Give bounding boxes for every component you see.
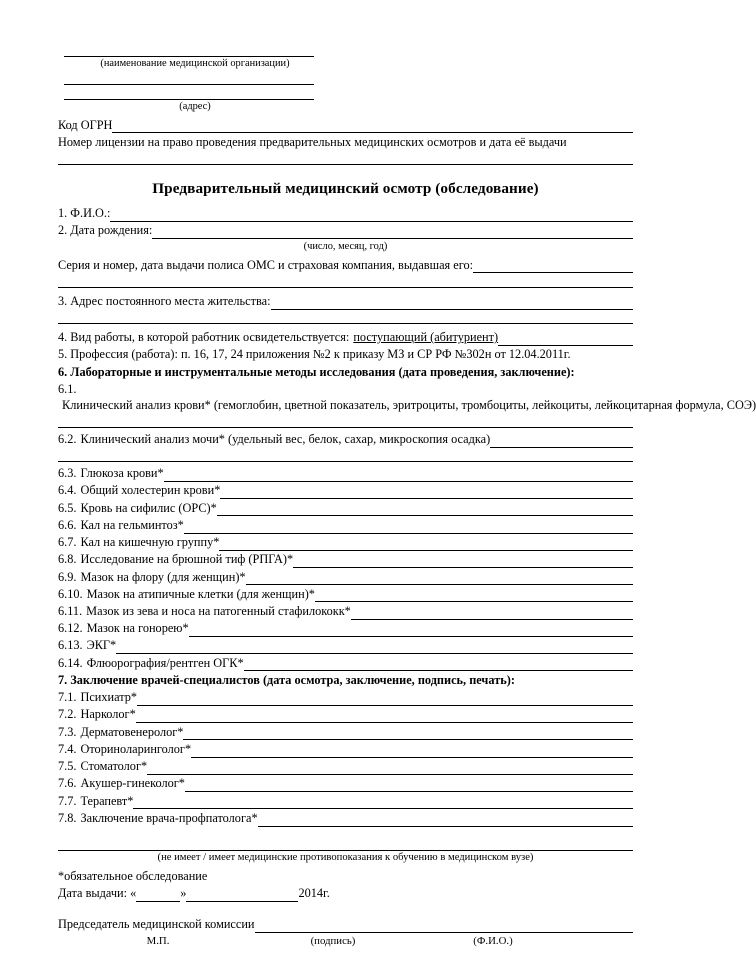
item-6-14-text: Флюорография/рентген ОГК* <box>86 655 244 670</box>
item-7-5-text: Стоматолог* <box>80 759 148 774</box>
stamp-label: М.П. <box>146 934 170 947</box>
item-7-3-input[interactable] <box>183 728 633 741</box>
ogrn-label: Код ОГРН <box>58 117 113 132</box>
item-6-6 <box>58 518 633 534</box>
item-6-8 <box>58 552 633 568</box>
item-6-12-input[interactable] <box>189 624 633 637</box>
item-6-8-label: 6.8. <box>58 552 77 567</box>
item-7-2-input[interactable] <box>136 710 633 723</box>
item-7-8-text: Заключение врача-профпатолога* <box>80 810 258 825</box>
birthdate-row <box>58 223 633 239</box>
item-7-2-label: 7.2. <box>58 707 77 722</box>
item-6-7-input[interactable] <box>219 538 633 551</box>
issue-date-quote-close: » <box>180 885 187 900</box>
item-6-4-label: 6.4. <box>58 483 77 498</box>
item-6-3 <box>58 466 633 482</box>
issue-date-month-input[interactable] <box>186 889 298 902</box>
item-7-1-text: Психиатр* <box>80 690 138 705</box>
item-6-11-input[interactable] <box>351 607 633 620</box>
item-6-6-text: Кал на гельминтоз* <box>80 517 184 532</box>
item-7-3-label: 7.3. <box>58 724 77 739</box>
item-6-11 <box>58 604 633 620</box>
item-6-4-input[interactable] <box>220 486 633 499</box>
fio-row <box>58 206 633 222</box>
item-7-4-text: Оториноларинголог* <box>80 741 192 756</box>
birthdate-caption: (число, месяц, год) <box>303 241 388 253</box>
conclusion-caption: (не имеет / имеет медицинские противопоказания к обучению в медицинском вузе) <box>157 852 534 864</box>
issue-date-day-input[interactable] <box>136 889 180 902</box>
signature-caption: (подпись) <box>310 934 356 947</box>
policy-input-continued[interactable] <box>58 275 633 288</box>
item-7-5-label: 7.5. <box>58 759 77 774</box>
ogrn-input[interactable] <box>112 121 633 134</box>
item-6-7 <box>58 535 633 551</box>
item-6-13-text: ЭКГ* <box>86 638 117 653</box>
item-7-8 <box>58 811 633 827</box>
item-6-13-label: 6.13. <box>58 638 83 653</box>
fio-input[interactable] <box>110 209 633 222</box>
item-6-1 <box>58 381 756 428</box>
item-7-7-label: 7.7. <box>58 793 77 808</box>
item-7-7-text: Терапевт* <box>80 793 134 808</box>
item-6-10-label: 6.10. <box>58 586 83 601</box>
item-7-2-text: Нарколог* <box>80 707 136 722</box>
address-caption: (адрес) <box>179 101 211 113</box>
fio-label: 1. Ф.И.О.: <box>58 205 111 220</box>
issue-date-label: Дата выдачи: « <box>58 885 137 900</box>
item-6-7-label: 6.7. <box>58 535 77 550</box>
item-7-5-input[interactable] <box>147 762 633 775</box>
item-6-10-text: Мазок на атипичные клетки (для женщин)* <box>86 586 315 601</box>
item-6-11-text: Мазок из зева и носа на патогенный стафилококк* <box>86 603 351 618</box>
work-type-value[interactable]: поступающий (абитуриент) <box>353 330 499 345</box>
item-6-2-text: Клинический анализ мочи* (удельный вес, белок, сахар, микроскопия осадка) <box>80 431 491 446</box>
chairman-label: Председатель медицинской комиссии <box>58 917 255 932</box>
item-6-9 <box>58 570 633 586</box>
item-7-4-label: 7.4. <box>58 741 77 756</box>
item-7-3 <box>58 725 633 741</box>
item-6-12-text: Мазок на гонорею* <box>86 621 189 636</box>
item-6-3-input[interactable] <box>164 469 633 482</box>
organization-caption: (наименование медицинской организации) <box>100 58 290 69</box>
item-6-3-text: Глюкоза крови* <box>80 466 164 481</box>
item-6-9-input[interactable] <box>246 573 633 586</box>
item-6-9-label: 6.9. <box>58 569 77 584</box>
organization-block <box>58 44 633 114</box>
item-6-14-label: 6.14. <box>58 655 83 670</box>
fio-caption: (Ф.И.О.) <box>473 934 513 947</box>
item-7-5 <box>58 759 633 775</box>
page-title: Предварительный медицинский осмотр (обследование) <box>152 179 539 197</box>
item-6-2-label: 6.2. <box>58 431 77 446</box>
license-row <box>58 135 633 165</box>
issue-date-row <box>58 886 633 902</box>
item-6-11-label: 6.11. <box>58 603 83 618</box>
license-label: Номер лицензии на право проведения предварительных медицинских осмотров и дата её выдачи <box>58 134 567 149</box>
policy-input[interactable] <box>473 261 633 274</box>
address-line-1[interactable] <box>64 72 314 85</box>
item-6-2-input-continued[interactable] <box>58 449 633 462</box>
profession-row <box>58 347 633 363</box>
residence-row <box>58 294 633 310</box>
item-6-13 <box>58 638 633 654</box>
license-input[interactable] <box>58 151 633 165</box>
item-6-5 <box>58 501 633 517</box>
item-7-4 <box>58 742 633 758</box>
item-6-6-input[interactable] <box>184 521 633 534</box>
item-7-8-label: 7.8. <box>58 810 77 825</box>
item-7-2 <box>58 707 633 723</box>
conclusion-input[interactable] <box>58 838 633 851</box>
item-6-7-text: Кал на кишечную группу* <box>80 535 220 550</box>
item-7-1-label: 7.1. <box>58 690 77 705</box>
signature-captions <box>58 935 633 949</box>
item-7-6-input[interactable] <box>185 779 633 792</box>
item-7-1 <box>58 690 633 706</box>
item-6-10 <box>58 587 633 603</box>
birthdate-input[interactable] <box>152 226 633 239</box>
item-6-13-input[interactable] <box>116 642 633 655</box>
item-6-1-label: 6.1. <box>58 381 77 396</box>
item-6-5-input[interactable] <box>217 504 633 517</box>
residence-input-continued[interactable] <box>58 311 633 324</box>
ogrn-row <box>58 118 633 134</box>
work-type-input[interactable] <box>498 333 633 346</box>
chairman-signature-input[interactable] <box>255 920 633 933</box>
item-7-4-input[interactable] <box>191 745 633 758</box>
item-7-1-input[interactable] <box>137 693 633 706</box>
item-6-4-text: Общий холестерин крови* <box>80 483 221 498</box>
section6-heading: 6. Лабораторные и инструментальные методы исследования (дата проведения, заключение): <box>58 364 575 379</box>
work-type-label: 4. Вид работы, в которой работник освидетельствуется: <box>58 330 350 345</box>
residence-label: 3. Адрес постоянного места жительства: <box>58 293 271 308</box>
item-6-1-input[interactable] <box>58 415 633 428</box>
item-6-10-input[interactable] <box>315 590 633 603</box>
item-6-8-text: Исследование на брюшной тиф (РПГА)* <box>80 552 294 567</box>
item-6-9-text: Мазок на флору (для женщин)* <box>80 569 246 584</box>
item-7-8-input[interactable] <box>258 814 633 827</box>
policy-label: Серия и номер, дата выдачи полиса ОМС и страховая компания, выдавшая его: <box>58 257 474 272</box>
work-type-row <box>58 330 633 346</box>
item-6-12 <box>58 621 633 637</box>
residence-input[interactable] <box>271 297 634 310</box>
item-6-5-text: Кровь на сифилис (ОРС)* <box>80 500 217 515</box>
mandatory-note: *обязательное обследование <box>58 868 208 883</box>
organization-name-line[interactable] <box>64 44 314 57</box>
section7-heading: 7. Заключение врачей-специалистов (дата осмотра, заключение, подпись, печать): <box>58 672 515 687</box>
item-6-2-input[interactable] <box>490 435 633 448</box>
item-7-6-text: Акушер-гинеколог* <box>80 776 185 791</box>
item-6-4 <box>58 483 633 499</box>
item-7-6 <box>58 776 633 792</box>
item-7-6-label: 7.6. <box>58 776 77 791</box>
item-6-2 <box>58 432 633 448</box>
profession-label: 5. Профессия (работа): п. 16, 17, 24 приложения №2 к приказу МЗ и СР РФ №302н от 12.04.2011г. <box>58 347 571 362</box>
item-6-8-input[interactable] <box>293 555 633 568</box>
item-6-14 <box>58 656 633 672</box>
item-6-3-label: 6.3. <box>58 466 77 481</box>
issue-date-year: 2014г. <box>298 885 330 900</box>
item-7-7-input[interactable] <box>133 797 633 810</box>
item-7-7 <box>58 794 633 810</box>
item-6-6-label: 6.6. <box>58 517 77 532</box>
policy-row <box>58 258 633 274</box>
birthdate-label: 2. Дата рождения: <box>58 223 153 238</box>
address-line-2[interactable] <box>64 87 314 100</box>
item-6-5-label: 6.5. <box>58 500 77 515</box>
item-6-14-input[interactable] <box>244 659 633 672</box>
item-6-12-label: 6.12. <box>58 621 83 636</box>
item-7-3-text: Дерматовенеролог* <box>80 724 184 739</box>
chairman-row <box>58 917 633 933</box>
item-6-1-text: Клинический анализ крови* (гемоглобин, цветной показатель, эритроциты, тромбоциты, лейкоциты, лейкоцитарная формула, СОЭ) <box>62 397 756 412</box>
